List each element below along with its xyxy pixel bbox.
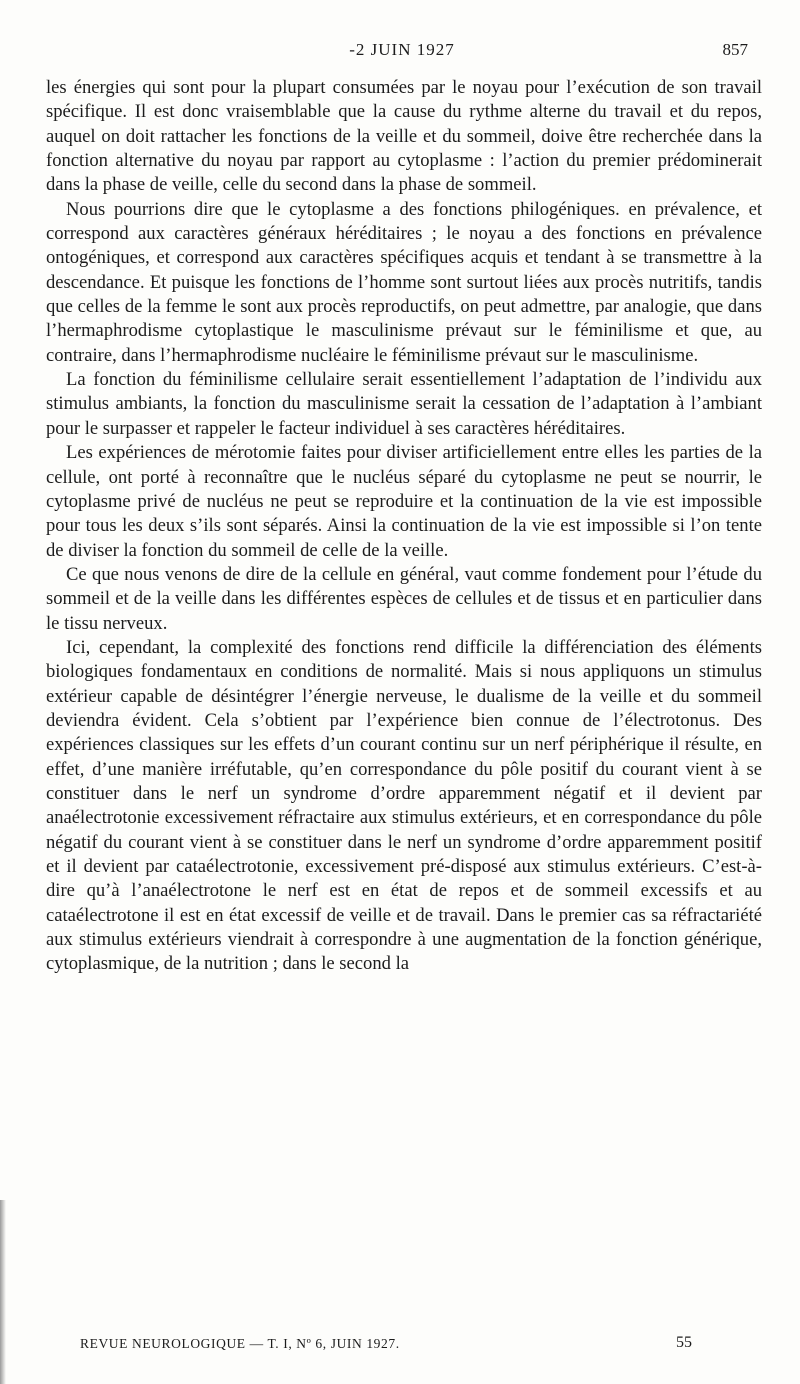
paragraph-6: Ici, cependant, la complexité des fonctions rend difficile la différenciation des éléments biologiques fondamentaux en conditions de normalité. Mais si nous appliquons un stimulus extérieur capable de désintégrer l’énergie nerveuse, le dualisme de la veille et du sommeil deviendra évident. Cela s’obtient par l’expérience bien connue de l’électrotonus. Des expériences classiques sur les effets d’un courant continu sur un nerf périphérique il résulte, en effet, d’une manière irréfutable, qu’en correspondance du pôle positif du courant vient à se constituer dans le nerf un syndrome d’ordre apparemment négatif et il devient par anaélectrotonie excessivement réfractaire aux stimulus extérieurs, et en correspondance du pôle négatif du courant vient à se constituer dans le nerf un syndrome d’ordre apparemment positif et il devient par cataélectrotonie, excessivement pré-disposé aux stimulus extérieurs. C’est-à-dire qu’à l’anaélectrotone le nerf est en état de repos et de sommeil excessifs et au cataélectrotone il est en état excessif de veille et de travail. Dans le premier cas sa réfractariété aux stimulus extérieurs viendrait à correspondre à une augmentation de la fonction générique, cytoplasmique, de la nutrition ; dans le second la xyxy=(46,636,762,975)
header-date: -2 JUIN 1927 xyxy=(349,40,455,59)
page-number: 857 xyxy=(722,40,748,59)
page-footer xyxy=(80,1336,700,1358)
paragraph-2: Nous pourrions dire que le cytoplasme a des fonctions philogéniques. en prévalence, et correspond aux caractères généraux héréditaires ; le noyau a des fonctions en prévalence ontogéniques, et correspond aux caractères spécifiques acquis et tendant à se transmettre à la descendance. Et puisque les fonctions de l’homme sont surtout liées aux procès nutritifs, tandis que celles de la femme le sont aux procès reproductifs, on peut admettre, par analogie, que dans l’hermaphrodisme cytoplastique le masculinisme prévaut sur le féminilisme et que, au contraire, dans l’hermaphrodisme nucléaire le féminilisme prévaut sur le masculinisme. xyxy=(46,198,762,366)
signature-number: 55 xyxy=(676,1334,692,1351)
running-header xyxy=(44,40,760,64)
article-body xyxy=(46,76,762,977)
paragraph-4: Les expériences de mérotomie faites pour diviser artificiellement entre elles les parties de la cellule, ont porté à reconnaître que le nucléus séparé du cytoplasme ne peut se nourrir, le cytoplasme privé de nucléus ne peut se reproduire et la continuation de la vie est impossible pour tous les deux s’ils sont séparés. Ainsi la continuation de la vie est impossible si l’on tente de diviser la fonction du sommeil de celle de la veille. xyxy=(46,442,762,561)
paragraph-5: Ce que nous venons de dire de la cellule en général, vaut comme fondement pour l’étude du sommeil et de la veille dans les différentes espèces de cellules et de tissus et en particulier dans le tissu nerveux. xyxy=(46,563,762,634)
scan-edge-shadow xyxy=(0,1200,6,1384)
journal-citation: REVUE NEUROLOGIQUE — T. I, Nº 6, JUIN 1927. xyxy=(80,1336,400,1351)
paragraph-3: La fonction du féminilisme cellulaire serait essentiellement l’adaptation de l’individu aux stimulus ambiants, la fonction du masculinisme serait la cessation de l’adaptation à l’ambiant pour le surpasser et rappeler le facteur individuel à ses caractères héréditaires. xyxy=(46,369,762,439)
paragraph-1: les énergies qui sont pour la plupart consumées par le noyau pour l’exécution de son travail spécifique. Il est donc vraisemblable que la cause du rythme alterne du travail et du repos, auquel on doit rattacher les fonctions de la veille et du sommeil, doive être recherchée dans la fonction alternative du noyau par rapport au cytoplasme : l’action du premier prédominerait dans la phase de veille, celle du second dans la phase de sommeil. xyxy=(46,77,762,196)
